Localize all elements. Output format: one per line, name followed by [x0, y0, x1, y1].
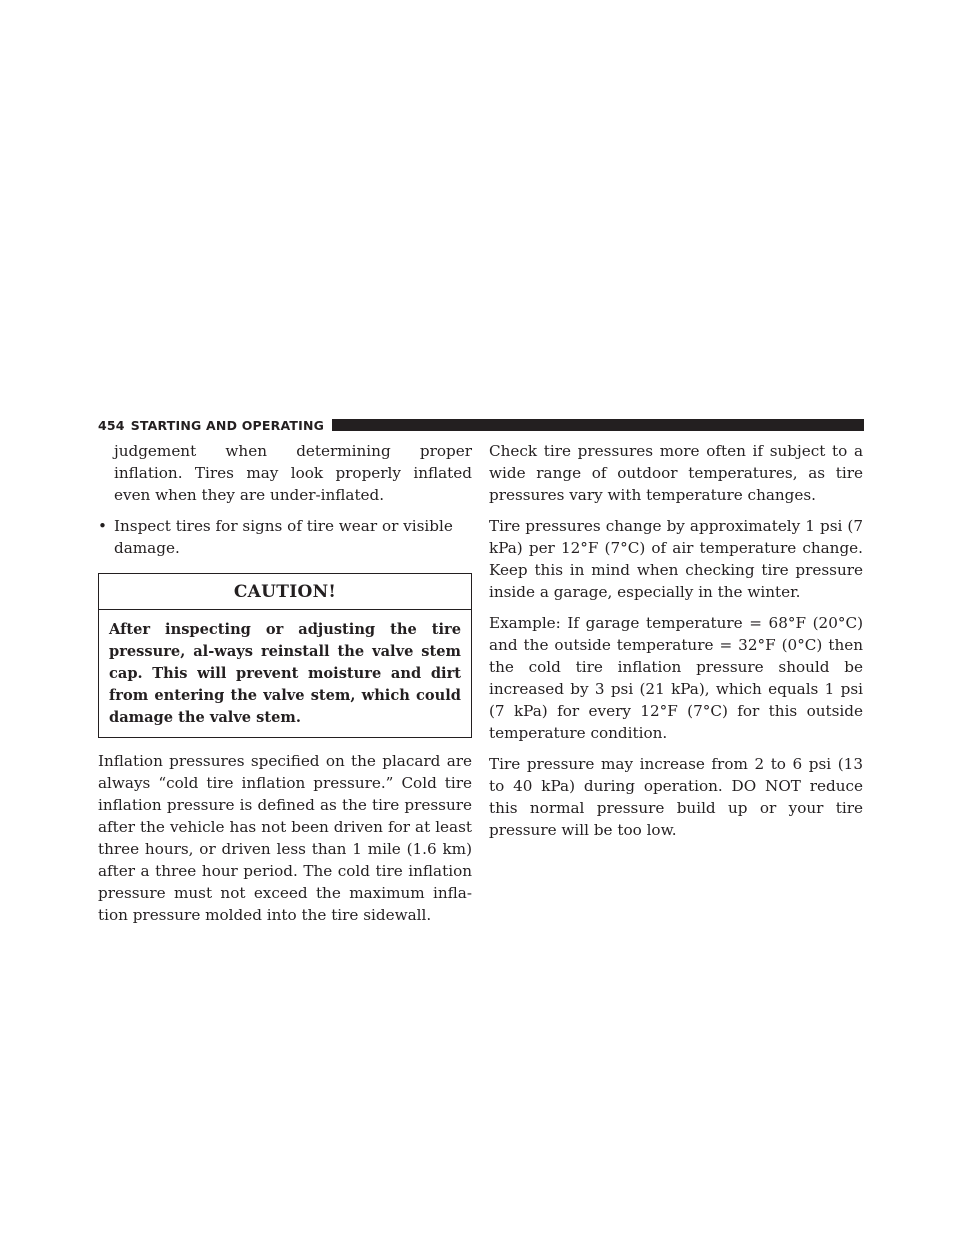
inflation-pressure-paragraph: Inflation pressures specified on the placard are always “cold tire inflation pressure.” Cold tire inflation pressure is defined as the tire pressure after the vehicle has not been driven for at least three hours, or driven less than 1 mile (1.6 km) after a three hour period. The cold tire inflation pressure must not exceed the maximum infla-tion pressure molded into the tire sidewall.	[98, 752, 472, 924]
continued-bullet-text: judgement when determining proper inflation. Tires may look properly inflated even when they are under-inflated.	[114, 442, 472, 504]
caution-title: CAUTION!	[99, 574, 471, 610]
right-column	[489, 440, 863, 850]
caution-body: After inspecting or adjusting the tire pressure, al-ways reinstall the valve stem cap. This will prevent moisture and dirt from entering the valve stem, which could damage the valve stem.	[109, 621, 461, 726]
caution-box	[98, 573, 472, 738]
right-paragraph-4: Tire pressure may increase from 2 to 6 psi (13 to 40 kPa) during operation. DO NOT reduce this normal pressure build up or your tire pressure will be too low.	[489, 755, 863, 839]
bullet-item-text: Inspect tires for signs of tire wear or visible damage.	[114, 517, 453, 557]
right-paragraph-2: Tire pressures change by approximately 1 psi (7 kPa) per 12°F (7°C) of air temperature change. Keep this in mind when checking tire pressure inside a garage, especially in the winter.	[489, 517, 863, 601]
bullet-item	[98, 515, 472, 559]
bullet-marker: •	[98, 517, 107, 535]
left-column	[98, 440, 472, 935]
page-header	[98, 418, 864, 432]
right-paragraph-1: Check tire pressures more often if subject to a wide range of outdoor temperatures, as tire pressures vary with temperature changes.	[489, 442, 863, 504]
header-rule	[332, 419, 864, 431]
page-number: 454	[98, 417, 125, 433]
right-paragraph-3: Example: If garage temperature = 68°F (20°C) and the outside temperature = 32°F (0°C) then the cold tire inflation pressure should be increased by 3 psi (21 kPa), which equals 1 psi (7 kPa) for every 12°F (7°C) for this outside temperature condition.	[489, 614, 863, 742]
section-title: STARTING AND OPERATING	[130, 417, 325, 433]
